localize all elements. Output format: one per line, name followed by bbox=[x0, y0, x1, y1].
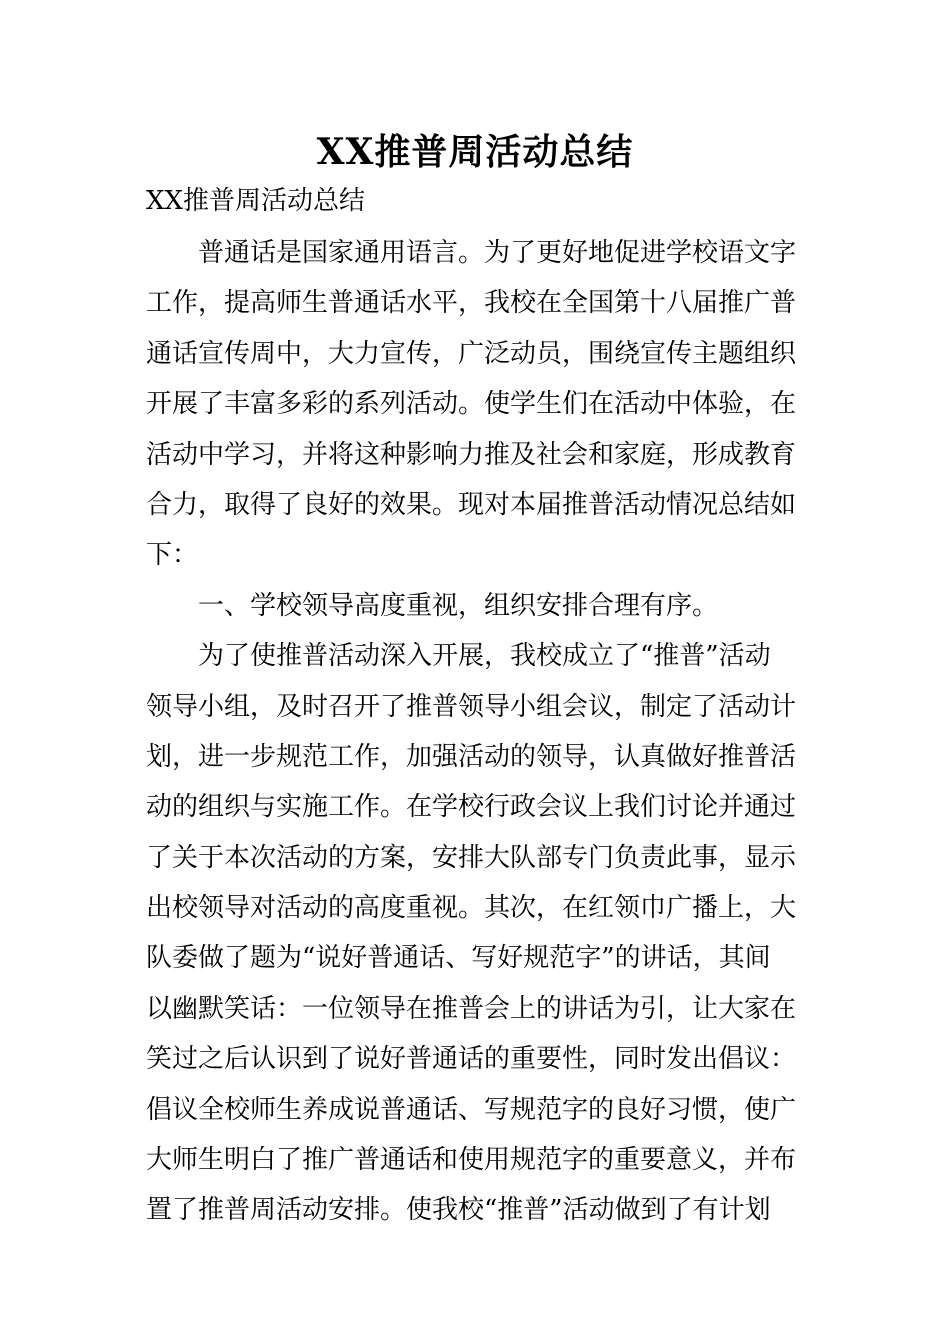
paragraph-line: 普通话是国家通用语言。为了更好地促进学校语文字 bbox=[198, 238, 797, 268]
paragraph-line: 合力，取得了良好的效果。现对本届推普活动情况总结如 bbox=[146, 489, 797, 520]
paragraph-line: 为了使推普活动深入开展，我校成立了“推普”活动 bbox=[198, 641, 771, 672]
paragraph-line: 了关于本次活动的方案，安排大队部专门负责此事，显示 bbox=[146, 842, 797, 873]
paragraph-line: 工作，提高师生普通话水平，我校在全国第十八届推广普 bbox=[146, 288, 797, 319]
document-subtitle: XX推普周活动总结 bbox=[146, 186, 366, 216]
paragraph-line: 动的组织与实施工作。在学校行政会议上我们讨论并通过 bbox=[146, 792, 797, 823]
paragraph-line: 出校领导对活动的高度重视。其次，在红领巾广播上，大 bbox=[146, 893, 797, 924]
paragraph-line: 置了推普周活动安排。使我校“推普”活动做到了有计划 bbox=[146, 1195, 771, 1226]
paragraph-line: 队委做了题为“说好普通话、写好规范字”的讲话，其间 bbox=[146, 943, 771, 974]
paragraph-line: 开展了丰富多彩的系列活动。使学生们在活动中体验，在 bbox=[146, 389, 797, 420]
document-title: XX推普周活动总结 bbox=[316, 131, 634, 173]
paragraph-line: 划，进一步规范工作，加强活动的领导，认真做好推普活 bbox=[146, 741, 797, 772]
paragraph-line: 笑过之后认识到了说好普通话的重要性，同时发出倡议： bbox=[146, 1044, 797, 1075]
paragraph-line: 下： bbox=[146, 540, 199, 571]
paragraph-line: 活动中学习，并将这种影响力推及社会和家庭，形成教育 bbox=[146, 439, 797, 470]
paragraph-line: 通话宣传周中，大力宣传，广泛动员，围绕宣传主题组织 bbox=[146, 338, 797, 369]
document-body bbox=[146, 228, 806, 1236]
section-heading: 一、学校领导高度重视，组织安排合理有序。 bbox=[198, 590, 719, 621]
paragraph-line: 大师生明白了推广普通话和使用规范字的重要意义，并布 bbox=[146, 1145, 797, 1176]
paragraph-line: 以幽默笑话：一位领导在推普会上的讲话为引，让大家在 bbox=[146, 993, 797, 1024]
paragraph-line: 倡议全校师生养成说普通话、写规范字的良好习惯，使广 bbox=[146, 1094, 797, 1125]
paragraph-line: 领导小组，及时召开了推普领导小组会议，制定了活动计 bbox=[146, 691, 797, 722]
